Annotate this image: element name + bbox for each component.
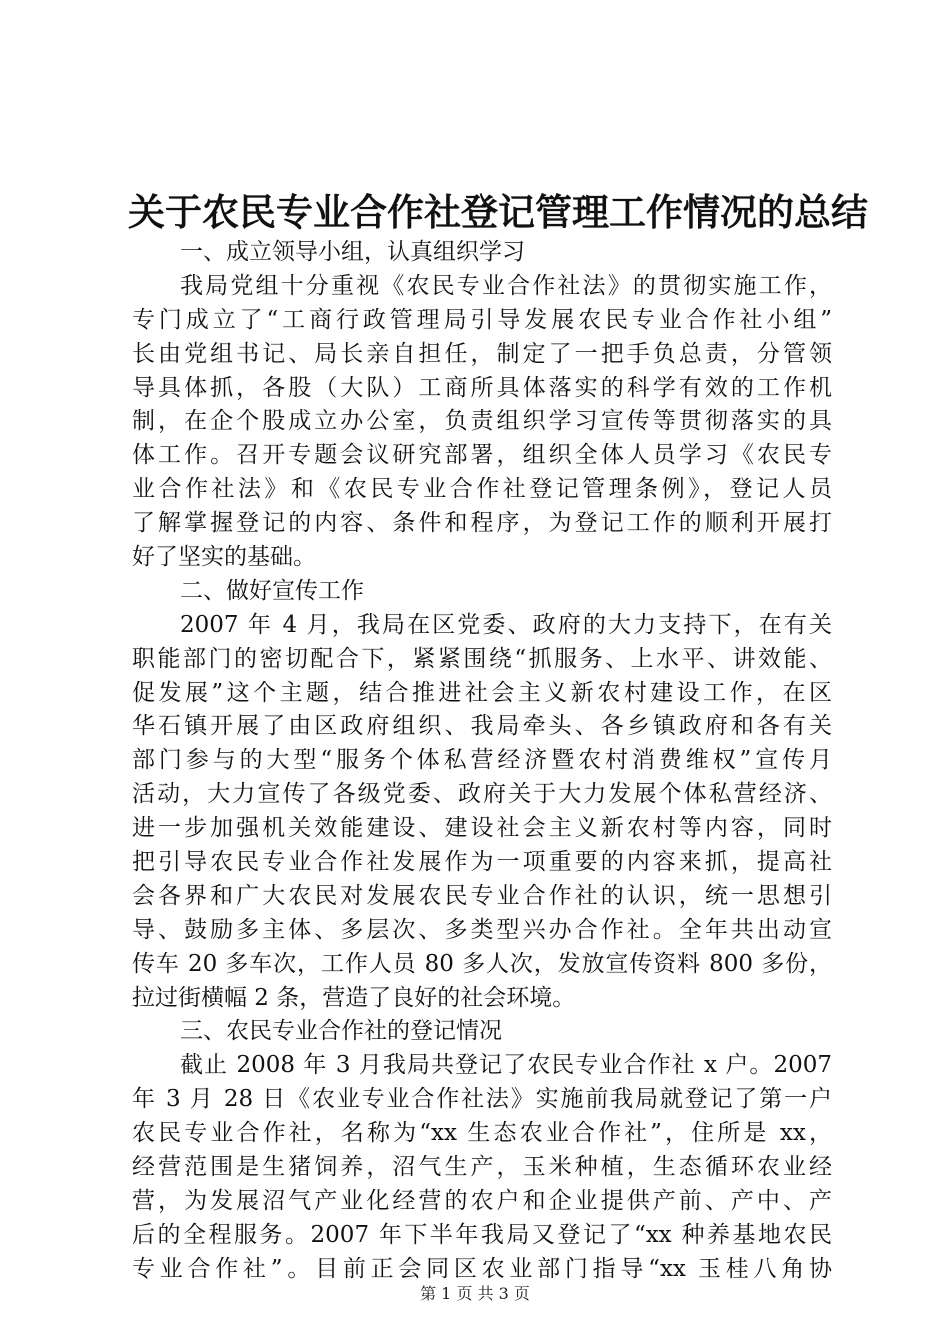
paragraph-line: 长由党组书记、局长亲自担任，制定了一把手负总责，分管领 [132, 340, 832, 367]
paragraph-line: 部门参与的大型“服务个体私营经济暨农村消费维权”宣传月 [132, 747, 832, 774]
section-heading-1: 一、成立领导小组，认真组织学习 [180, 239, 525, 265]
paragraph-line: 促发展”这个主题，结合推进社会主义新农村建设工作，在区 [132, 679, 832, 706]
paragraph-line: 职能部门的密切配合下，紧紧围绕“抓服务、上水平、讲效能、 [132, 645, 832, 672]
section-heading-3: 三、农民专业合作社的登记情况 [180, 1018, 502, 1045]
document-title: 关于农民专业合作社登记管理工作情况的总结 [128, 190, 868, 234]
paragraph-line: 华石镇开展了由区政府组织、我局牵头、各乡镇政府和各有关 [132, 713, 832, 740]
paragraph-line: 好了坚实的基础。 [132, 544, 316, 571]
paragraph-line: 体工作。召开专题会议研究部署，组织全体人员学习《农民专 [132, 442, 832, 469]
paragraph-line: 导、鼓励多主体、多层次、多类型兴办合作社。全年共出动宣 [132, 916, 832, 943]
page-number-footer: 第 1 页 共 3 页 [420, 1284, 530, 1303]
paragraph-line: 我局党组十分重视《农民专业合作社法》的贯彻实施工作， [180, 272, 832, 299]
paragraph-line: 农民专业合作社，名称为“xx 生态农业合作社”，住所是 xx， [132, 1120, 832, 1147]
paragraph-line: 制，在企个股成立办公室，负责组织学习宣传等贯彻落实的具 [132, 408, 832, 435]
paragraph-line: 导具体抓，各股（大队）工商所具体落实的科学有效的工作机 [132, 374, 832, 401]
paragraph-line: 活动，大力宣传了各级党委、政府关于大力发展个体私营经济、 [132, 781, 832, 808]
paragraph-line: 2007 年 4 月，我局在区党委、政府的大力支持下，在有关 [180, 611, 832, 638]
paragraph-line: 进一步加强机关效能建设、建设社会主义新农村等内容，同时 [132, 815, 832, 842]
paragraph-line: 年 3 月 28 日《农业专业合作社法》实施前我局就登记了第一户 [132, 1086, 832, 1113]
paragraph-line: 把引导农民专业合作社发展作为一项重要的内容来抓，提高社 [132, 849, 832, 876]
paragraph-line: 截止 2008 年 3 月我局共登记了农民专业合作社 x 户。2007 [180, 1052, 832, 1079]
paragraph-line: 专门成立了“工商行政管理局引导发展农民专业合作社小组” [132, 306, 832, 333]
paragraph-line: 经营范围是生猪饲养，沼气生产，玉米种植，生态循环农业经 [132, 1154, 832, 1181]
paragraph-line: 专业合作社”。目前正会同区农业部门指导“xx 玉桂八角协 [132, 1255, 832, 1282]
paragraph-line: 拉过街横幅 2 条，营造了良好的社会环境。 [132, 984, 576, 1011]
paragraph-line: 会各界和广大农民对发展农民专业合作社的认识，统一思想引 [132, 882, 832, 909]
paragraph-line: 营，为发展沼气产业化经营的农户和企业提供产前、产中、产 [132, 1187, 832, 1214]
document-body [132, 236, 832, 1287]
paragraph-line: 业合作社法》和《农民专业合作社登记管理条例》，登记人员 [132, 476, 832, 503]
paragraph-line: 后的全程服务。2007 年下半年我局又登记了“xx 种养基地农民 [132, 1221, 832, 1248]
paragraph-line: 了解掌握登记的内容、条件和程序，为登记工作的顺利开展打 [132, 510, 832, 537]
paragraph-line: 传车 20 多车次，工作人员 80 多人次，发放宣传资料 800 多份， [132, 950, 832, 977]
section-heading-2: 二、做好宣传工作 [180, 577, 364, 604]
